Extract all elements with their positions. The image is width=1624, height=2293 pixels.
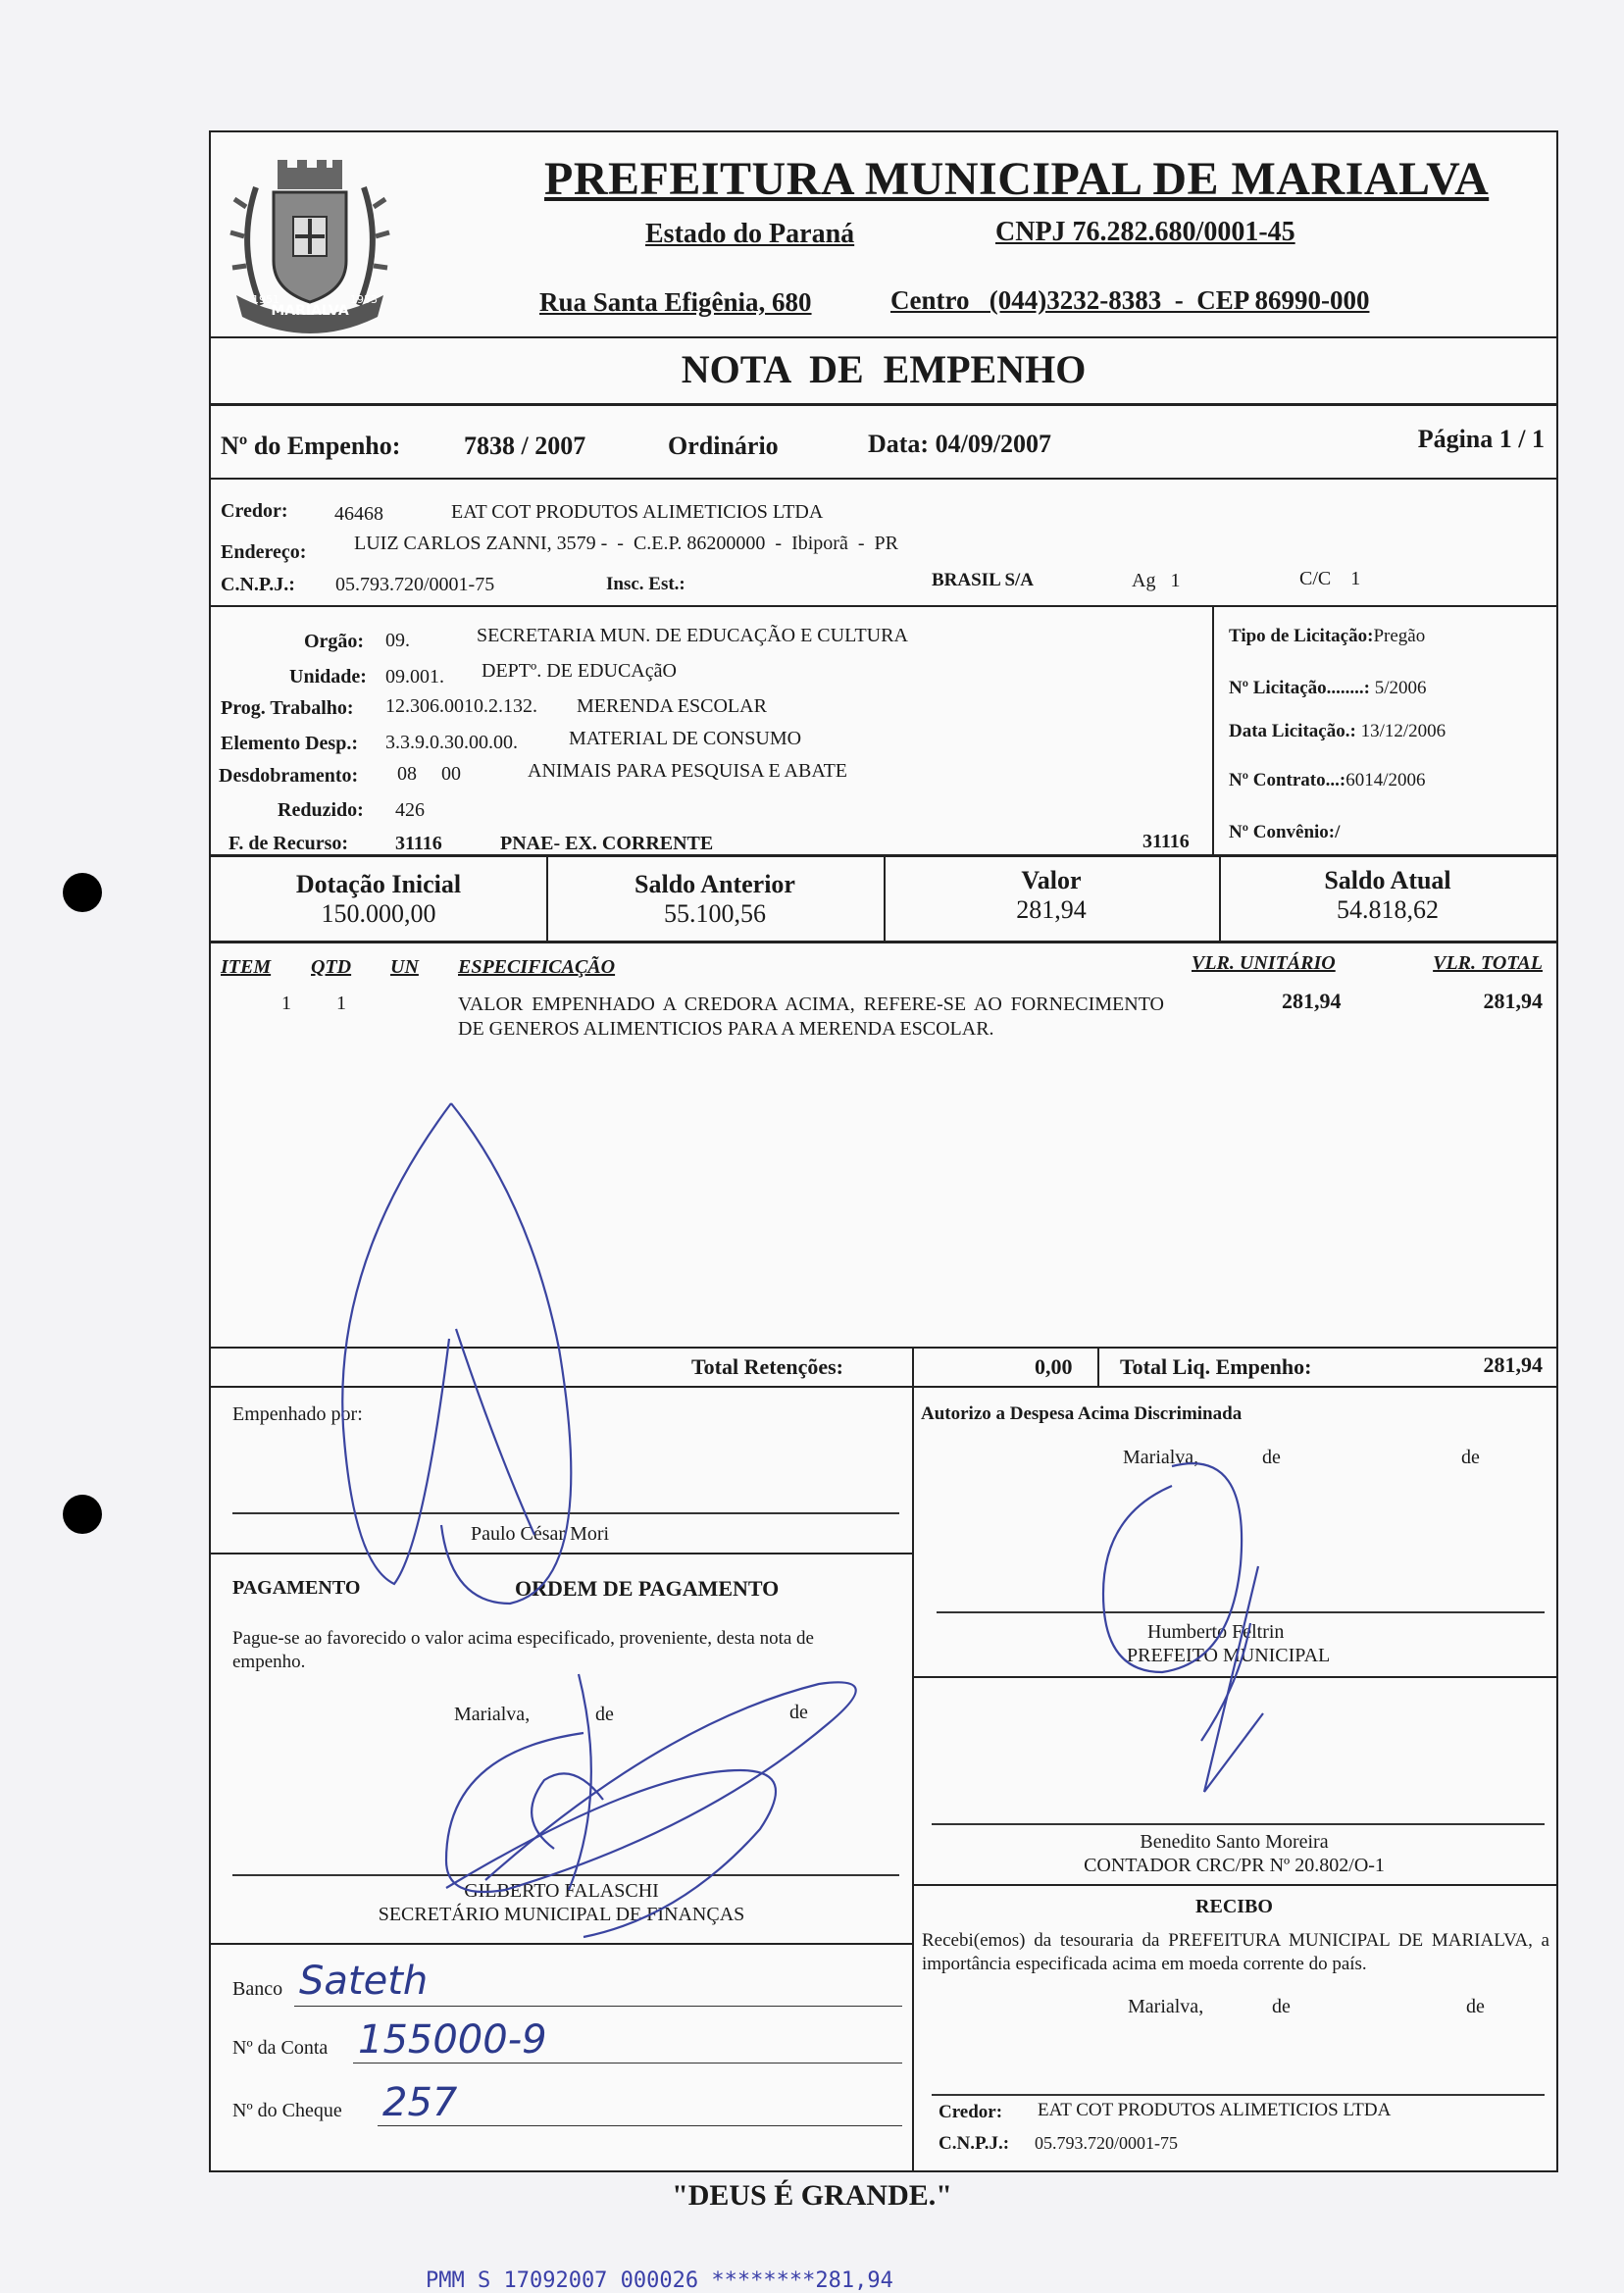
estado-label: Estado do Paraná [645, 219, 855, 249]
col-vlr-unitario: VLR. UNITÁRIO [1192, 952, 1336, 974]
crest-year-left: 1951 [252, 293, 279, 306]
unidade-code: 09.001. [385, 666, 444, 688]
credor-label: Credor: [221, 500, 288, 522]
motto: "DEUS É GRANDE." [672, 2179, 952, 2212]
conta-label: Nº da Conta [232, 2037, 329, 2059]
col-vlr-total: VLR. TOTAL [1433, 952, 1543, 974]
ordem-pagamento-title: ORDEM DE PAGAMENTO [515, 1576, 780, 1601]
saldo-value: 150.000,00 [321, 899, 436, 928]
empenho-number-label: Nº do Empenho: [221, 432, 401, 460]
reduzido-label: Reduzido: [278, 799, 364, 821]
punch-hole-top [63, 873, 102, 912]
recibo-title: RECIBO [1195, 1896, 1273, 1917]
bank-account: C/C 1 [1299, 568, 1361, 589]
empenho-number: 7838 / 2007 [464, 432, 586, 460]
autorizo-de-2: de [1461, 1447, 1480, 1468]
saldo-label: Valor [1021, 866, 1082, 894]
doc-title: NOTA DE EMPENHO [681, 347, 1087, 391]
secretario-role: SECRETÁRIO MUNICIPAL DE FINANÇAS [378, 1904, 745, 1925]
empenhado-signer: Paulo César Mori [471, 1523, 610, 1545]
prefeito-signer: Humberto Feltrin [1147, 1621, 1285, 1643]
autorizo-place: Marialva, [1123, 1447, 1199, 1468]
contador-signer: Benedito Santo Moreira [1140, 1831, 1329, 1853]
total-liquido-label: Total Liq. Empenho: [1120, 1354, 1312, 1379]
item-especificacao: VALOR EMPENHADO A CREDORA ACIMA, REFERE-SE AO FORNECIMENTO DE GENEROS ALIMENTICIOS PARA A MERENDA ESCOLAR. [458, 994, 1164, 1040]
col-especificacao: ESPECIFICAÇÃO [458, 956, 616, 978]
page-number: Página 1 / 1 [1417, 425, 1545, 453]
tipo-licitacao-value: Pregão [1373, 626, 1426, 646]
unidade-name: DEPTº. DE EDUCAçãO [482, 660, 677, 682]
desdobramento-name: ANIMAIS PARA PESQUISA E ABATE [528, 760, 847, 782]
nota-de-empenho-form [209, 130, 1558, 2172]
signature-scribbles [211, 132, 1556, 2170]
pagamento-text: Pague-se ao favorecido o valor acima especificado, proveniente, desta nota de empenho. [232, 1628, 814, 1672]
conta-value: 155000-9 [358, 2017, 547, 2063]
insc-est-label: Insc. Est.: [606, 574, 685, 594]
payment-stamp: PMM S 17092007 000026 ********281,94 [426, 2268, 893, 2293]
autorizo-de-1: de [1262, 1447, 1281, 1468]
pagamento-place: Marialva, [454, 1704, 531, 1725]
cheque-value: 257 [382, 2080, 458, 2125]
saldo-label: Saldo Anterior [634, 870, 795, 898]
credor-cnpj: 05.793.720/0001-75 [335, 574, 495, 595]
contrato-label: Nº Contrato...:6014/2006 [1229, 770, 1426, 790]
contact-line: Centro (044)3232-8383 - CEP 86990-000 [890, 285, 1370, 315]
bank-agency: Ag 1 [1132, 570, 1181, 591]
pagamento-label: PAGAMENTO [232, 1577, 361, 1599]
empenho-type: Ordinário [668, 432, 779, 460]
banco-label: Banco [232, 1978, 283, 2000]
reduzido-value: 426 [395, 799, 425, 821]
cnpj-label: C.N.P.J.: [221, 574, 295, 595]
contador-role: CONTADOR CRC/PR Nº 20.802/O-1 [1084, 1855, 1385, 1876]
col-item: ITEM [221, 956, 272, 978]
licitacao-date: 13/12/2006 [1360, 721, 1446, 741]
item-number: 1 [281, 993, 291, 1014]
recibo-cnpj-label: C.N.P.J.: [939, 2133, 1010, 2154]
convenio-label: Nº Convênio:/ [1229, 822, 1341, 842]
orgao-code: 09. [385, 630, 410, 651]
crest-year-right: 1953 [350, 293, 378, 306]
punch-hole-bottom [63, 1495, 102, 1534]
orgao-label: Orgão: [304, 631, 365, 652]
elemento-code: 3.3.9.0.30.00.00. [385, 732, 518, 753]
saldo-label: Dotação Inicial [295, 870, 462, 898]
recibo-place: Marialva, [1128, 1996, 1204, 2017]
recurso-code: 31116 [395, 833, 442, 854]
bank-name: BRASIL S/A [932, 570, 1035, 590]
recurso-label: F. de Recurso: [228, 833, 349, 854]
credor-code: 46468 [334, 503, 383, 525]
empenho-date: Data: 04/09/2007 [868, 430, 1052, 458]
recibo-credor-name: EAT COT PRODUTOS ALIMETICIOS LTDA [1038, 2100, 1392, 2120]
empenhado-por-label: Empenhado por: [232, 1403, 363, 1425]
contrato-number: 6014/2006 [1345, 770, 1426, 790]
licitacao-date-label: Data Licitação.: 13/12/2006 [1229, 721, 1446, 741]
prefeitura-title: PREFEITURA MUNICIPAL DE MARIALVA [544, 153, 1490, 205]
saldo-value: 54.818,62 [1337, 895, 1439, 924]
recibo-de-1: de [1272, 1996, 1291, 2017]
elemento-name: MATERIAL DE CONSUMO [569, 728, 802, 749]
col-qtd: QTD [311, 956, 352, 978]
saldo-value: 281,94 [1016, 895, 1087, 924]
licitacao-number-label: Nº Licitação........: 5/2006 [1229, 678, 1427, 698]
prog-trabalho-label: Prog. Trabalho: [221, 697, 354, 719]
address-line: Rua Santa Efigênia, 680 [539, 287, 812, 317]
saldo-label: Saldo Atual [1324, 866, 1451, 894]
total-retencoes-value: 0,00 [1035, 1354, 1073, 1379]
endereco-label: Endereço: [221, 541, 307, 563]
cheque-label: Nº do Cheque [232, 2100, 342, 2121]
recibo-cnpj: 05.793.720/0001-75 [1035, 2133, 1178, 2153]
elemento-label: Elemento Desp.: [221, 733, 358, 754]
prog-trabalho-name: MERENDA ESCOLAR [577, 695, 767, 717]
item-vlr-unitario: 281,94 [1282, 989, 1342, 1013]
col-un: UN [390, 956, 419, 978]
orgao-name: SECRETARIA MUN. DE EDUCAÇÃO E CULTURA [477, 625, 908, 646]
pagamento-de-1: de [595, 1704, 614, 1725]
tipo-licitacao-label: Tipo de Licitação:Pregão [1229, 626, 1426, 646]
total-retencoes-label: Total Retenções: [691, 1354, 843, 1379]
secretario-signer: GILBERTO FALASCHI [464, 1880, 659, 1902]
recibo-credor-label: Credor: [939, 2102, 1003, 2122]
banco-value: Sateth [299, 1959, 429, 2004]
licitacao-number: 5/2006 [1374, 678, 1427, 698]
pagamento-de-2: de [789, 1702, 808, 1723]
recurso-name: PNAE- EX. CORRENTE [500, 833, 714, 854]
prefeito-role: PREFEITO MUNICIPAL [1127, 1645, 1331, 1666]
unidade-label: Unidade: [289, 666, 367, 688]
recibo-text: Recebi(emos) da tesouraria da PREFEITURA MUNICIPAL DE MARIALVA, a importância especificada acima em moeda corrente do país. [922, 1930, 1549, 1974]
item-vlr-total: 281,94 [1483, 989, 1543, 1013]
cnpj-header: CNPJ 76.282.680/0001-45 [995, 217, 1295, 247]
credor-name: EAT COT PRODUTOS ALIMETICIOS LTDA [451, 501, 824, 523]
saldo-value: 55.100,56 [664, 899, 766, 928]
total-liquido-value: 281,94 [1483, 1352, 1543, 1377]
recibo-de-2: de [1466, 1996, 1485, 2017]
item-qtd: 1 [336, 993, 346, 1014]
crest-banner-text: MARIALVA [271, 303, 349, 319]
autorizo-title: Autorizo a Despesa Acima Discriminada [921, 1403, 1243, 1424]
desdobramento-label: Desdobramento: [219, 765, 359, 787]
prog-trabalho-code: 12.306.0010.2.132. [385, 695, 537, 717]
desdobramento-code: 08 00 [397, 763, 461, 785]
endereco-value: LUIZ CARLOS ZANNI, 3579 - - C.E.P. 86200000 - Ibiporã - PR [354, 533, 898, 554]
recurso-code-right: 31116 [1142, 831, 1190, 852]
